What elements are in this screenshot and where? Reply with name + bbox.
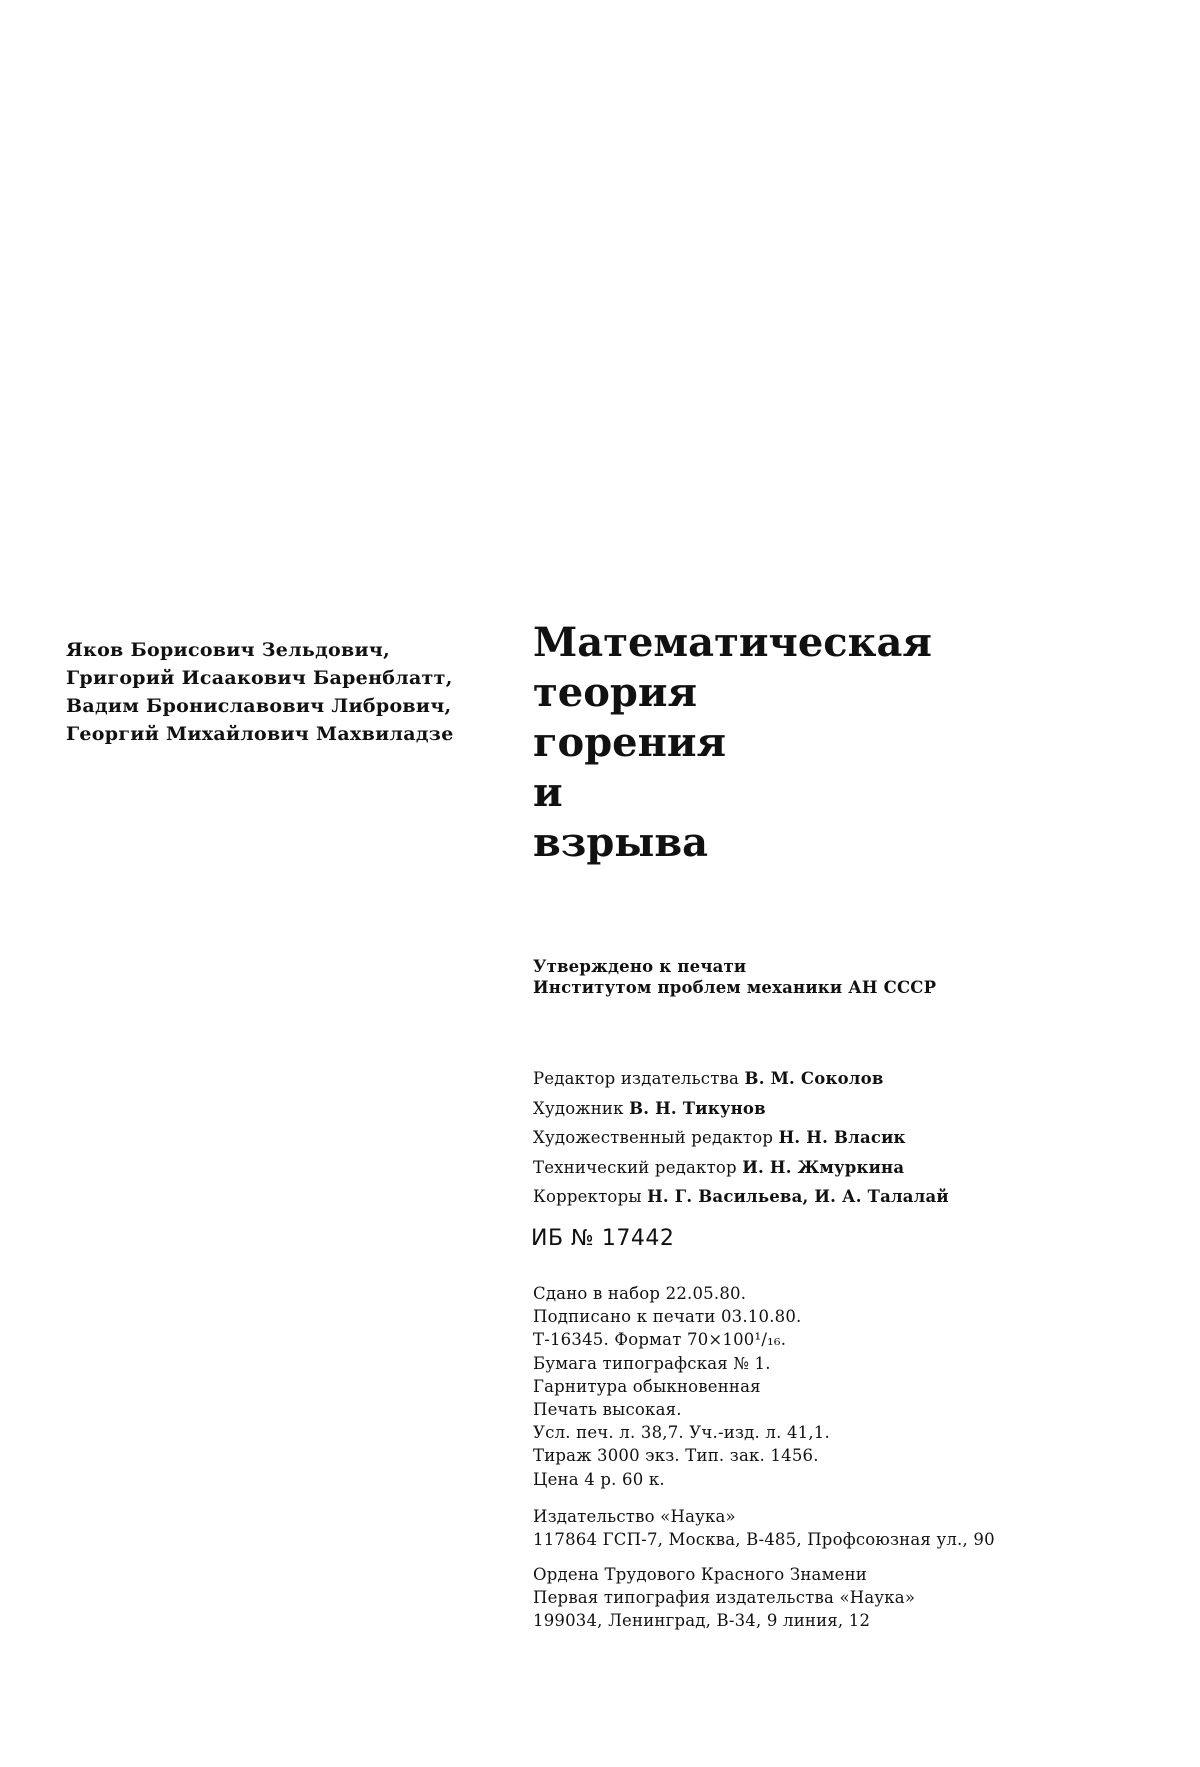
credit-name: И. Н. Жмуркина [742, 1157, 905, 1177]
credit-line [533, 1123, 1173, 1153]
print-detail-line: Цена 4 р. 60 к. [533, 1469, 665, 1489]
printer-block [533, 1563, 1173, 1632]
approval-line: Институтом проблем механики АН СССР [533, 978, 937, 997]
print-detail-line: Усл. печ. л. 38,7. Уч.-изд. л. 41,1. [533, 1423, 830, 1443]
print-detail-line: Бумага типографская № 1. [533, 1353, 771, 1373]
credit-line [533, 1064, 1173, 1094]
credit-name: В. Н. Тикунов [629, 1098, 766, 1118]
credit-role: Художник [533, 1098, 624, 1118]
credit-line [533, 1153, 1173, 1183]
approval-line: Утверждено к печати [533, 957, 747, 976]
credit-role: Корректоры [533, 1187, 642, 1206]
credit-name: Н. Г. Васильева, И. А. Талалай [647, 1187, 949, 1206]
book-title [533, 618, 1153, 868]
publisher-block [533, 1505, 1173, 1551]
title-line: горения [533, 719, 727, 766]
credits-block [533, 1064, 1173, 1212]
author-name: Яков Борисович Зельдович, [66, 639, 391, 661]
credit-line [533, 1094, 1173, 1124]
approval-note [533, 956, 1173, 998]
title-line: теория [533, 669, 698, 716]
publisher-line: 117864 ГСП-7, Москва, В-485, Профсоюзная ул., 90 [533, 1530, 995, 1549]
ib-number: ИБ № 17442 [531, 1226, 675, 1251]
author-name: Вадим Брониславович Либрович, [66, 695, 452, 717]
credit-role: Технический редактор [533, 1157, 737, 1177]
author-name: Григорий Исаакович Баренблатт, [66, 667, 453, 689]
authors-block [66, 636, 486, 748]
credit-name: Н. Н. Власик [778, 1128, 906, 1147]
author-name: Георгий Михайлович Махвиладзе [66, 723, 454, 745]
printer-line: Ордена Трудового Красного Знамени [533, 1565, 867, 1584]
print-details [533, 1282, 1173, 1491]
title-line: Математическая [533, 619, 932, 666]
credit-role: Редактор издательства [533, 1069, 740, 1088]
print-detail-line: Подписано к печати 03.10.80. [533, 1307, 802, 1327]
credit-name: В. М. Соколов [744, 1069, 884, 1088]
print-detail-line: Сдано в набор 22.05.80. [533, 1284, 747, 1303]
printer-line: Первая типография издательства «Наука» [533, 1588, 916, 1607]
title-line: и [533, 769, 563, 816]
print-detail-line: Тираж 3000 экз. Тип. зак. 1456. [533, 1446, 819, 1466]
print-detail-line: Гарнитура обыкновенная [533, 1376, 761, 1396]
publisher-line: Издательство «Наука» [533, 1507, 736, 1526]
print-detail-line: Т-16345. Формат 70×100¹/₁₆. [533, 1330, 787, 1350]
credit-line [533, 1182, 1173, 1212]
title-line: взрыва [533, 819, 709, 866]
credit-role: Художественный редактор [533, 1128, 774, 1147]
printer-line: 199034, Ленинград, В-34, 9 линия, 12 [533, 1611, 871, 1630]
print-detail-line: Печать высокая. [533, 1400, 682, 1420]
